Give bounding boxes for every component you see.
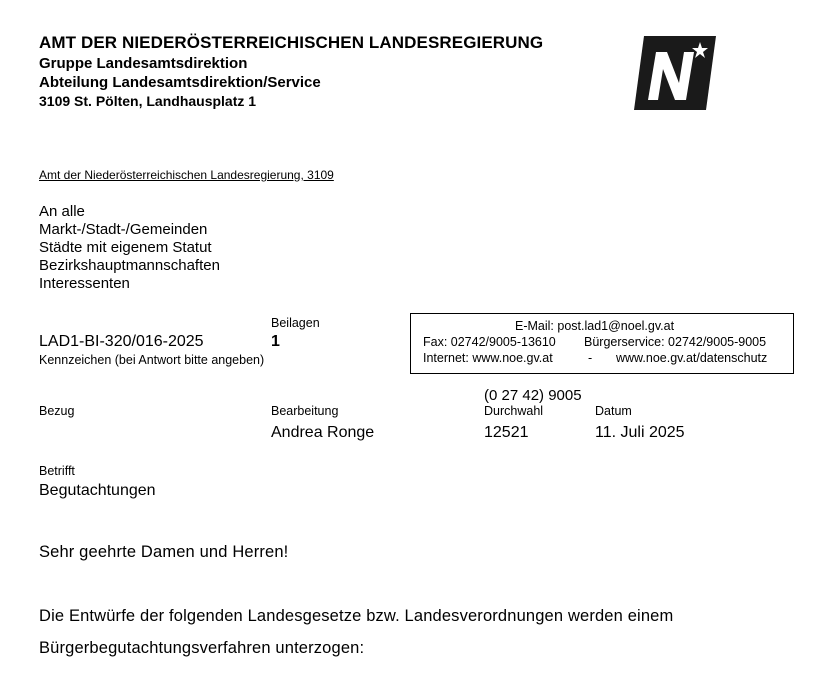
noe-logo-icon <box>634 36 716 110</box>
body-paragraph-line: Bürgerbegutachtungsverfahren unterzogen: <box>39 639 365 657</box>
salutation: Sehr geehrte Damen und Herren! <box>39 543 289 561</box>
contact-internet: Internet: www.noe.gv.at <box>423 351 553 365</box>
authority-address: 3109 St. Pölten, Landhausplatz 1 <box>39 93 257 109</box>
date-value: 11. Juli 2025 <box>595 424 685 441</box>
contact-box <box>410 313 794 374</box>
attachments-label: Beilagen <box>271 316 320 330</box>
reference-label: Bezug <box>39 404 75 418</box>
recipient-line: Interessenten <box>39 275 130 292</box>
subject-value: Begutachtungen <box>39 482 156 499</box>
recipient-line: Städte mit eigenem Statut <box>39 239 212 256</box>
recipient-line: An alle <box>39 203 85 220</box>
reference-number: LAD1-BI-320/016-2025 <box>39 333 204 350</box>
sender-line: Amt der Niederösterreichischen Landesregierung, 3109 <box>39 168 334 182</box>
department-name: Abteilung Landesamtsdirektion/Service <box>39 74 321 91</box>
recipient-line: Markt-/Stadt-/Gemeinden <box>39 221 208 238</box>
subject-label: Betrifft <box>39 464 75 478</box>
reference-note: Kennzeichen (bei Antwort bitte angeben) <box>39 353 265 367</box>
date-label: Datum <box>595 404 632 418</box>
group-name: Gruppe Landesamtsdirektion <box>39 55 248 72</box>
extension-label: Durchwahl <box>484 404 544 418</box>
authority-title: AMT DER NIEDERÖSTERREICHISCHEN LANDESREGIERUNG <box>39 33 544 52</box>
contact-separator: - <box>588 351 593 365</box>
handler-label: Bearbeitung <box>271 404 339 418</box>
phone-prefix: (0 27 42) 9005 <box>484 387 582 404</box>
extension-value: 12521 <box>484 424 529 441</box>
contact-email: E-Mail: post.lad1@noel.gv.at <box>515 319 675 333</box>
contact-service: Bürgerservice: 02742/9005-9005 <box>584 335 767 349</box>
attachments-value: 1 <box>271 333 280 350</box>
recipient-line: Bezirkshauptmannschaften <box>39 257 220 274</box>
contact-fax: Fax: 02742/9005-13610 <box>423 335 556 349</box>
handler-value: Andrea Ronge <box>271 424 375 441</box>
contact-privacy: www.noe.gv.at/datenschutz <box>616 351 768 365</box>
body-paragraph-line: Die Entwürfe der folgenden Landesgesetze bzw. Landesverordnungen werden einem <box>39 607 674 625</box>
